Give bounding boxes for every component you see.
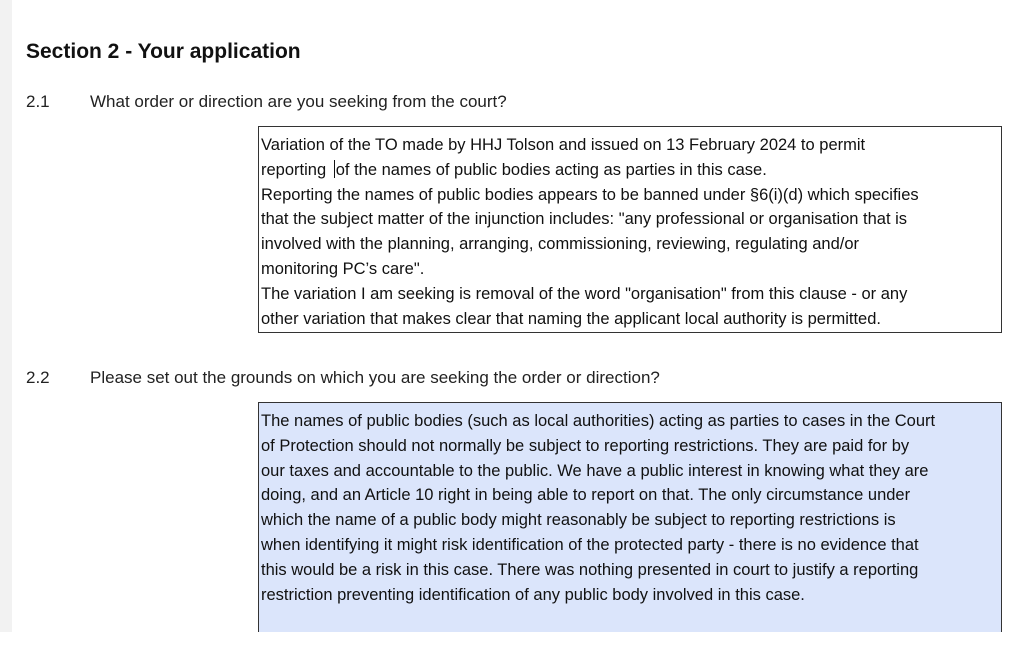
answer-line: our taxes and accountable to the public. We have a public interest in knowing what they are	[261, 461, 929, 480]
answer-line: when identifying it might risk identification of the protected party - there is no evidence that	[261, 535, 919, 554]
answer-line: doing, and an Article 10 right in being able to report on that. The only circumstance under	[261, 486, 911, 505]
answer-line: Variation of the TO made by HHJ Tolson and issued on 13 February 2024 to permit	[261, 136, 866, 154]
answer-line: The variation I am seeking is removal of the word "organisation" from this clause - or any	[261, 284, 908, 303]
answer-line	[261, 158, 1001, 183]
answer-line-start: reporting	[261, 160, 331, 179]
answer-line: other variation that makes clear that naming the applicant local authority is permitted.	[261, 309, 881, 328]
answer-line: monitoring PC’s care".	[261, 259, 425, 278]
section-title: Section 2 - Your application	[26, 40, 301, 63]
answer-line: which the name of a public body might reasonably be subject to reporting restrictions is	[261, 511, 896, 530]
answer-field-2-2[interactable]	[258, 402, 1002, 632]
question-text-2-2: Please set out the grounds on which you are seeking the order or direction?	[90, 368, 660, 387]
question-text-2-1: What order or direction are you seeking from the court?	[90, 92, 507, 111]
answer-line: this would be a risk in this case. There was nothing presented in court to justify a reporting	[261, 560, 919, 579]
answer-line: restriction preventing identification of any public body involved in this case.	[261, 585, 805, 604]
answer-line: involved with the planning, arranging, commissioning, reviewing, regulating and/or	[261, 235, 860, 254]
answer-line: Reporting the names of public bodies appears to be banned under §6(i)(d) which specifies	[261, 185, 919, 204]
answer-line: of Protection should not normally be subject to reporting restrictions. They are paid for by	[261, 436, 910, 455]
answer-line-rest: of the names of public bodies acting as parties in this case.	[335, 160, 767, 179]
answer-field-2-1[interactable]	[258, 126, 1002, 333]
page-bottom-edge	[0, 632, 1023, 651]
question-number-2-1: 2.1	[26, 92, 50, 111]
answer-line: The names of public bodies (such as local authorities) acting as parties to cases in the Court	[261, 412, 936, 430]
question-number-2-2: 2.2	[26, 368, 50, 387]
text-cursor	[334, 160, 335, 178]
answer-line: that the subject matter of the injunction includes: "any professional or organisation that is	[261, 210, 908, 229]
